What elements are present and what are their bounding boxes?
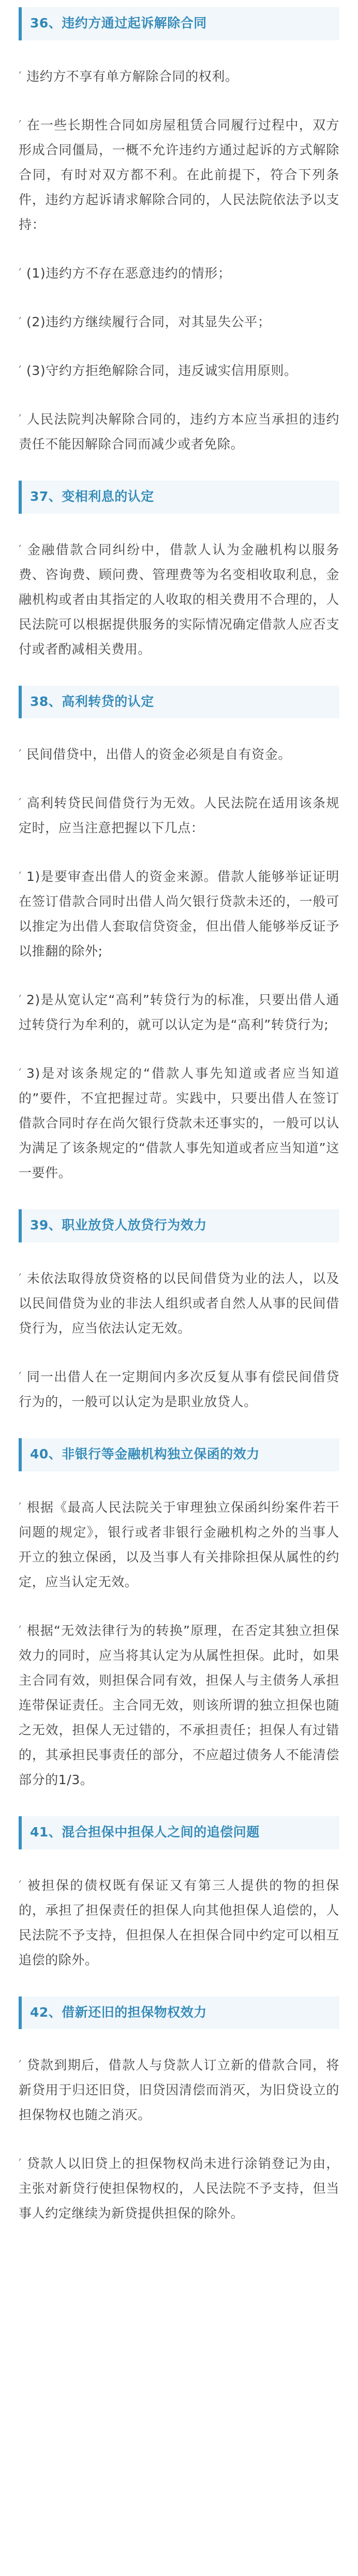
article-section [19,481,339,662]
body-paragraph [19,1618,339,1792]
paragraph-text: 高利转贷民间借贷行为无效。人民法院在适用该条规定时，应当注意把握以下几点： [19,795,339,836]
paragraph-text: 根据“无效法律行为的转换”原理，在否定其独立担保效力的同时，应当将其认定为从属性担保。此时，如果主合同有效，则担保合同有效，担保人与主债务人承担连带保证责任。主合同无效，则该所谓的独立担保也随之无效，担保人无过错的，不承担责任；担保人有过错的，其承担民事责任的部分，不应超过债务人不能清偿部分的1/3。 [19,1623,339,1787]
paragraph-mark-icon: ′ [19,1369,22,1384]
section-heading: 36、违约方通过起诉解除合同 [19,7,339,40]
paragraph-text: (3)守约方拒绝解除合同，违反诚实信用原则。 [26,363,297,378]
body-paragraph [19,113,339,237]
paragraph-text: 被担保的债权既有保证又有第三人提供的物的担保的，承担了担保责任的担保人向其他担保人追偿的，人民法院不予支持，但担保人在担保合同中约定可以相互追偿的除外。 [19,1877,339,1967]
paragraph-text: 贷款人以旧贷上的担保物权尚未进行涂销登记为由，主张对新贷行使担保物权的，人民法院不予支持，但当事人约定继续为新贷提供担保的除外。 [19,2156,339,2221]
section-heading: 42、借新还旧的担保物权效力 [19,1996,339,2030]
paragraph-text: 未依法取得放贷资格的以民间借贷为业的法人，以及以民间借贷为业的非法人组织或者自然人从事的民间借贷行为，应当依法认定无效。 [19,1271,339,1336]
paragraph-text: (1)违约方不存在恶意违约的情形； [26,265,231,281]
paragraph-text: 1)是要审查出借人的资金来源。借款人能够举证证明在签订借款合同时出借人尚欠银行贷款未还的，一般可以推定为出借人套取信贷资金，但出借人能够举反证予以推翻的除外; [19,869,339,959]
paragraph-mark-icon: ′ [19,1877,22,1893]
body-paragraph [19,1266,339,1341]
body-paragraph [19,988,339,1037]
body-paragraph [19,2053,339,2128]
body-paragraph [19,538,339,662]
article-section [19,1438,339,1792]
body-paragraph [19,791,339,841]
paragraph-mark-icon: ′ [19,411,22,427]
section-heading: 38、高利转贷的认定 [19,686,339,719]
section-heading: 40、非银行等金融机构独立保函的效力 [19,1438,339,1471]
article-section [19,7,339,457]
paragraph-text: 违约方不享有单方解除合同的权利。 [26,68,238,84]
paragraph-text: 根据《最高人民法院关于审理独立保函纠纷案件若干问题的规定》，银行或者非银行金融机构之外的当事人开立的独立保函，以及当事人有关排除担保从属性的约定，应当认定无效。 [19,1499,339,1589]
body-paragraph [19,864,339,964]
paragraph-mark-icon: ′ [19,869,22,885]
paragraph-text: 2)是从宽认定“高利”转贷行为的标准，只要出借人通过转贷行为牟利的，就可以认定为是“高利”转贷行为; [19,992,339,1033]
article-section [19,686,339,1186]
paragraph-text: 人民法院判决解除合同的，违约方本应当承担的违约责任不能因解除合同而减少或者免除。 [19,411,339,452]
paragraph-mark-icon: ′ [19,1499,22,1515]
paragraph-mark-icon: ′ [19,363,22,378]
paragraph-mark-icon: ′ [19,992,22,1008]
body-paragraph [19,358,339,383]
body-paragraph [19,310,339,335]
paragraph-mark-icon: ′ [19,1066,22,1081]
paragraph-text: 民间借贷中，出借人的资金必须是自有资金。 [26,747,292,762]
paragraph-mark-icon: ′ [19,2156,22,2172]
body-paragraph [19,1365,339,1414]
body-paragraph [19,1061,339,1185]
paragraph-text: 3)是对该条规定的“借款人事先知道或者应当知道的”要件，不宜把握过苛。实践中，只要出借人在签订借款合同时存在尚欠银行贷款未还事实的，一般可以认为满足了该条规定的“借款人事先知道或者应当知道”这一要件。 [19,1066,339,1181]
article-section [19,1996,339,2226]
body-paragraph [19,1495,339,1595]
paragraph-mark-icon: ′ [19,68,22,84]
article-section [19,1209,339,1414]
body-paragraph [19,261,339,286]
section-heading: 39、职业放贷人放贷行为效力 [19,1209,339,1242]
body-paragraph [19,742,339,767]
paragraph-mark-icon: ′ [19,2058,22,2073]
body-paragraph [19,407,339,457]
paragraph-text: 在一些长期性合同如房屋租赁合同履行过程中，双方形成合同僵局，一概不允许违约方通过起诉的方式解除合同，有时对双方都不利。在此前提下，符合下列条件，违约方起诉请求解除合同的，人民法院依法予以支持： [19,117,339,232]
paragraph-mark-icon: ′ [19,795,22,811]
section-heading: 41、混合担保中担保人之间的追偿问题 [19,1816,339,1849]
paragraph-mark-icon: ′ [19,747,22,762]
paragraph-mark-icon: ′ [19,314,22,329]
paragraph-text: 金融借款合同纠纷中，借款人认为金融机构以服务费、咨询费、顾问费、管理费等为名变相收取利息，金融机构或者由其指定的人收取的相关费用不合理的，人民法院可以根据提供服务的实际情况确定借款人应否支付或者酌减相关费用。 [19,542,339,657]
paragraph-text: 贷款到期后，借款人与贷款人订立新的借款合同，将新贷用于归还旧贷，旧贷因清偿而消灭，为旧贷设立的担保物权也随之消灭。 [19,2058,339,2123]
paragraph-mark-icon: ′ [19,117,22,133]
paragraph-text: (2)违约方继续履行合同，对其显失公平； [26,314,271,329]
paragraph-mark-icon: ′ [19,265,22,281]
paragraph-mark-icon: ′ [19,1271,22,1286]
article-section [19,1816,339,1973]
paragraph-text: 同一出借人在一定期间内多次反复从事有偿民间借贷行为的，一般可以认定为是职业放贷人。 [19,1369,339,1409]
body-paragraph [19,2151,339,2226]
paragraph-mark-icon: ′ [19,542,22,557]
paragraph-mark-icon: ′ [19,1623,22,1638]
section-heading: 37、变相利息的认定 [19,481,339,514]
body-paragraph [19,1873,339,1973]
body-paragraph [19,64,339,89]
